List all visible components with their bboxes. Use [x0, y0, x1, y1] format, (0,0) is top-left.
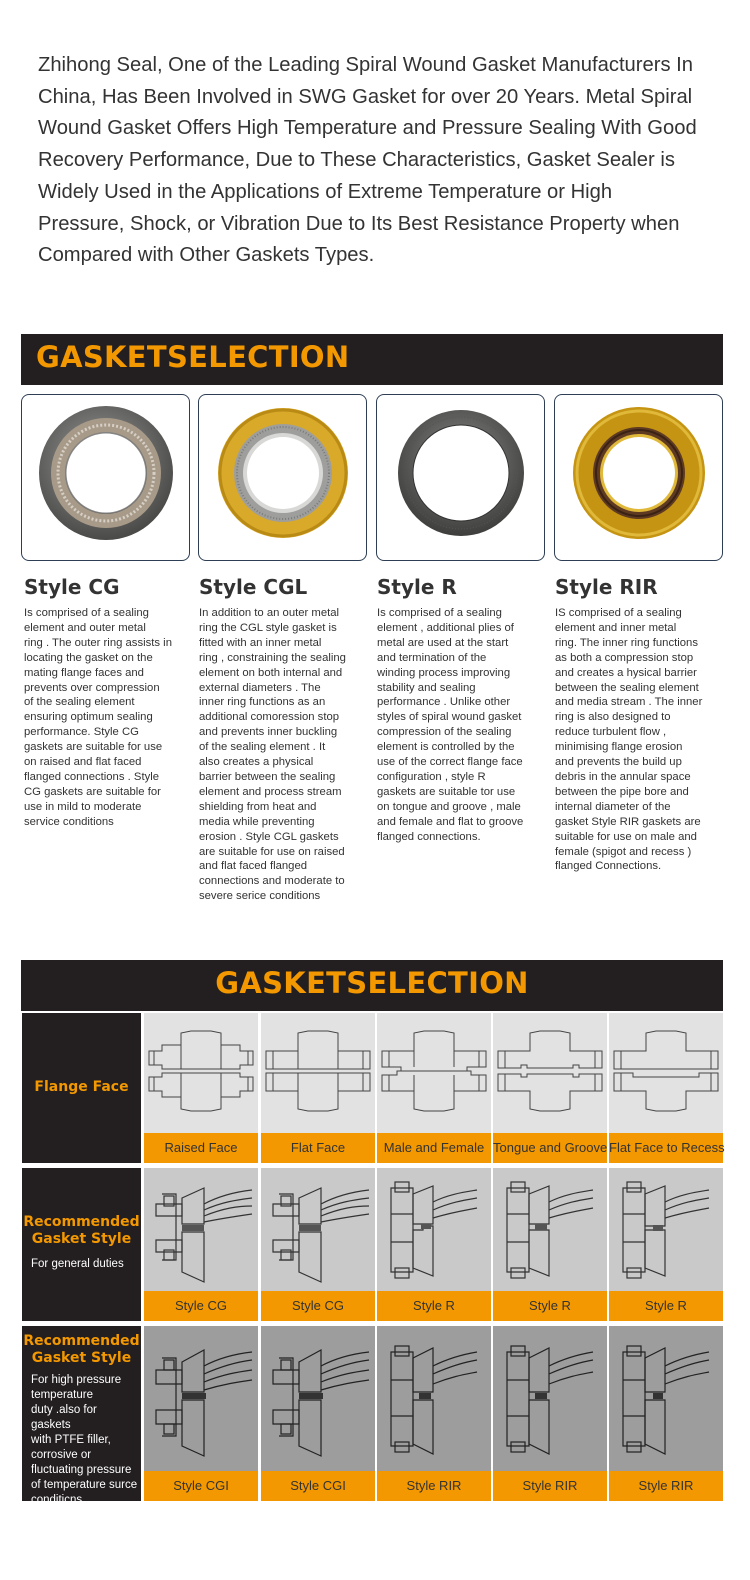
desc-line: and flat faced flanged — [199, 860, 308, 873]
desc-line: debris in the annular space — [555, 770, 691, 783]
row-subtitle-line: duty .also for gaskets — [31, 1404, 97, 1431]
desc-line: CG gaskets are suitable for — [24, 785, 161, 798]
desc-line: IS comprised of a sealing — [555, 607, 682, 619]
row-header-high-pressure — [22, 1326, 141, 1506]
desc-line: of the sealing element — [24, 696, 135, 709]
gasket-cell-high-pressure-5 — [609, 1326, 723, 1501]
flange-male-female-icon — [377, 1013, 491, 1133]
desc-line: use of the correct flange face — [377, 756, 523, 769]
gasket-style-label: Style R — [493, 1291, 607, 1321]
desc-line: locating the gasket on the — [24, 651, 153, 664]
gasket-cell-high-pressure-1 — [144, 1326, 258, 1501]
flange-flat-face-icon — [261, 1013, 375, 1133]
desc-line: ensuring optimum sealing — [24, 711, 153, 724]
desc-line: gasket Style RIR gaskets are — [555, 815, 701, 828]
desc-line: Is comprised of a sealing — [24, 607, 149, 619]
gasket-style-label: Style RIR — [377, 1471, 491, 1501]
desc-line: ring the CGL style gasket is — [199, 621, 337, 634]
desc-line: element and process stream — [199, 785, 342, 798]
flange-cell-flat-face — [261, 1013, 375, 1163]
flange-cell-raised-face — [144, 1013, 258, 1163]
intro-paragraph — [38, 50, 718, 272]
gasket-card-cgl — [198, 394, 367, 561]
desc-line: compression of the sealing — [377, 726, 512, 739]
desc-line: barrier between the sealing — [199, 770, 336, 783]
desc-line: additional comoression stop — [199, 711, 340, 724]
desc-line: and prevents the build up — [555, 756, 682, 769]
flange-cross-section-rir-icon — [377, 1326, 491, 1471]
desc-line: service conditions — [24, 815, 114, 828]
style-block-cgl — [199, 575, 359, 904]
style-block-cg — [24, 575, 184, 830]
flange-raised-face-icon — [144, 1013, 258, 1133]
desc-line: female (spigot and recess ) — [555, 845, 692, 858]
flange-cross-section-cg-icon — [144, 1168, 258, 1292]
desc-line: prevents over compression — [24, 681, 160, 694]
desc-line: element is controlled by the — [377, 741, 515, 754]
style-description — [377, 606, 537, 845]
row-title — [22, 1214, 141, 1248]
flange-cross-section-r-icon — [493, 1168, 607, 1292]
flange-flat-recess-icon — [609, 1013, 723, 1133]
flange-cross-section-cgi-icon — [261, 1326, 375, 1471]
style-description — [555, 606, 715, 874]
row-subtitle-line: temperature — [31, 1389, 94, 1401]
desc-line: suitable for use on male and — [555, 830, 697, 843]
desc-line: mating flange faces and — [24, 666, 144, 679]
row-title-line: Recommended — [23, 1333, 140, 1349]
desc-line: connections and moderate to — [199, 875, 345, 888]
desc-line: gaskets are suitable tor use — [377, 785, 516, 798]
desc-line: shielding from heat and — [199, 800, 317, 813]
flange-cross-section-r-icon — [377, 1168, 491, 1292]
style-block-rir — [555, 575, 715, 874]
section-title: GASKETSELECTION — [36, 340, 350, 374]
desc-line: and female and flat to groove — [377, 815, 524, 828]
desc-line: on tongue and groove , male — [377, 800, 521, 813]
row-subtitle-line: corrosive or — [31, 1449, 92, 1461]
intro-line: Zhihong Seal, One of the Leading Spiral Wound Gasket Manufacturers In — [38, 54, 693, 76]
gasket-cell-general-4 — [493, 1168, 607, 1321]
desc-line: and media stream . The inner — [555, 696, 703, 709]
desc-line: flanged connections. — [377, 830, 481, 843]
gasket-style-label: Style CG — [261, 1291, 375, 1321]
gasket-style-label: Style R — [609, 1291, 723, 1321]
gasket-cg-icon — [22, 395, 191, 562]
row-subtitle — [31, 1373, 139, 1508]
desc-line: as both a compression stop — [555, 651, 694, 664]
gasket-style-label: Style CGI — [144, 1471, 258, 1501]
desc-line: on raised and flat faced — [24, 756, 142, 769]
desc-line: and prevents inner buckling — [199, 726, 338, 739]
gasket-style-label: Style R — [377, 1291, 491, 1321]
gasket-r-icon — [377, 395, 546, 562]
gasket-card-cg — [21, 394, 190, 561]
gasket-cell-general-5 — [609, 1168, 723, 1321]
flange-face-label: Tongue and Groove — [493, 1133, 607, 1163]
desc-line: In addition to an outer metal — [199, 607, 340, 619]
desc-line: of the sealing element . It — [199, 741, 326, 754]
gasket-cell-high-pressure-3 — [377, 1326, 491, 1501]
flange-cell-male-female — [377, 1013, 491, 1163]
gasket-cell-general-3 — [377, 1168, 491, 1321]
flange-face-label: Flat Face to Recess — [609, 1133, 723, 1163]
desc-line: between the pipe bore and — [555, 785, 689, 798]
desc-line: media while preventing — [199, 815, 315, 828]
gasket-cell-high-pressure-4 — [493, 1326, 607, 1501]
desc-line: also creates a physical — [199, 756, 314, 769]
desc-line: between the sealing element — [555, 681, 699, 694]
gasket-card-rir — [554, 394, 723, 561]
desc-line: performance . Unlike other — [377, 696, 511, 709]
row-subtitle-line: of temperature surce — [31, 1479, 138, 1491]
desc-line: configuration , style R — [377, 770, 486, 783]
row-subtitle-line: For high pressure — [31, 1374, 122, 1386]
gasket-style-label: Style RIR — [493, 1471, 607, 1501]
desc-line: flanged connections . Style — [24, 770, 160, 783]
desc-line: minimising flange erosion — [555, 741, 683, 754]
flange-face-label: Raised Face — [144, 1133, 258, 1163]
desc-line: element on both internal and — [199, 666, 343, 679]
section-banner-gasket-selection — [21, 334, 723, 385]
row-title — [22, 1333, 141, 1367]
intro-line: Wound Gasket Offers High Temperature and Pressure Sealing With Good — [38, 117, 697, 140]
row-subtitle-line: fluctuating pressure — [31, 1464, 132, 1476]
desc-line: element and outer metal — [24, 621, 146, 634]
row-header-flange-face — [22, 1013, 141, 1163]
flange-cross-section-cg-icon — [261, 1168, 375, 1292]
gasket-card-r — [376, 394, 545, 561]
desc-line: element , additional plies of — [377, 621, 514, 634]
row-subtitle-line: conditicns — [31, 1494, 83, 1506]
gasket-style-label: Style CGI — [261, 1471, 375, 1501]
style-description — [24, 606, 184, 830]
gasket-cell-general-2 — [261, 1168, 375, 1321]
flange-face-label: Male and Female — [377, 1133, 491, 1163]
row-header-general — [22, 1168, 141, 1321]
desc-line: inner ring functions as an — [199, 696, 326, 709]
desc-line: performance. Style CG — [24, 726, 139, 739]
desc-line: gaskets are suitable for use — [24, 741, 163, 754]
intro-line: Recovery Performance, Due to These Characteristics, Gasket Sealer is — [38, 149, 675, 172]
desc-line: reduce turbulent flow , — [555, 726, 667, 739]
gasket-rir-icon — [555, 395, 724, 562]
flange-cross-section-rir-icon — [493, 1326, 607, 1471]
flange-cross-section-rir-icon — [609, 1326, 723, 1471]
desc-line: are suitable for use on raised — [199, 845, 345, 858]
desc-line: and termination of the — [377, 651, 487, 664]
style-title: Style R — [377, 575, 457, 599]
row-title-line: Recommended — [23, 1214, 140, 1230]
style-description — [199, 606, 359, 904]
flange-face-label: Flat Face — [261, 1133, 375, 1163]
row-subtitle: For general duties — [31, 1258, 124, 1270]
desc-line: ring , constraining the sealing — [199, 651, 346, 664]
desc-line: ring . The outer ring assists in — [24, 636, 172, 649]
desc-line: and creates a hysical barrier — [555, 666, 697, 679]
desc-line: severe serice conditions — [199, 890, 321, 903]
desc-line: erosion . Style CGL gaskets — [199, 830, 339, 843]
row-subtitle-line: with PTFE filler, — [31, 1434, 111, 1446]
desc-line: internal diameter of the — [555, 800, 671, 813]
desc-line: stability and sealing — [377, 681, 476, 694]
flange-cell-flat-to-recess — [609, 1013, 723, 1163]
flange-cross-section-r-icon — [609, 1168, 723, 1292]
desc-line: element and inner metal — [555, 621, 677, 634]
desc-line: use in mild to moderate — [24, 800, 142, 813]
desc-line: fitted with an inner metal — [199, 636, 322, 649]
gasket-cell-high-pressure-2 — [261, 1326, 375, 1501]
gasket-cell-general-1 — [144, 1168, 258, 1321]
desc-line: ring is also designed to — [555, 711, 671, 724]
intro-line: Widely Used in the Applications of Extreme Temperature or High — [38, 180, 613, 203]
intro-line: Pressure, Shock, or Vibration Due to Its Best Resistance Property when — [38, 212, 680, 235]
desc-line: flanged Connections. — [555, 860, 662, 873]
gasket-style-label: Style RIR — [609, 1471, 723, 1501]
gasket-style-label: Style CG — [144, 1291, 258, 1321]
style-title: Style CG — [24, 575, 120, 599]
style-title: Style RIR — [555, 575, 658, 599]
intro-line: Compared with Other Gaskets Types. — [38, 244, 375, 267]
gasket-cgl-icon — [199, 395, 368, 562]
flange-cell-tongue-groove — [493, 1013, 607, 1163]
row-title: Flange Face — [34, 1079, 129, 1095]
desc-line: external diameters . The — [199, 681, 321, 694]
intro-line: China, Has Been Involved in SWG Gasket for over 20 Years. Metal Spiral — [38, 85, 693, 108]
desc-line: styles of spiral wound gasket — [377, 711, 522, 724]
desc-line: ring. The inner ring functions — [555, 636, 698, 649]
desc-line: Is comprised of a sealing — [377, 607, 502, 619]
style-title: Style CGL — [199, 575, 308, 599]
section-banner-gasket-selection-table — [21, 960, 723, 1011]
section-title: GASKETSELECTION — [215, 966, 529, 1000]
style-block-r — [377, 575, 537, 845]
flange-cross-section-cgi-icon — [144, 1326, 258, 1471]
row-title-line: Gasket Style — [31, 1231, 132, 1247]
flange-tongue-groove-icon — [493, 1013, 607, 1133]
row-title-line: Gasket Style — [31, 1350, 132, 1366]
desc-line: metal are used at the start — [377, 636, 509, 649]
desc-line: winding process improving — [377, 666, 511, 679]
